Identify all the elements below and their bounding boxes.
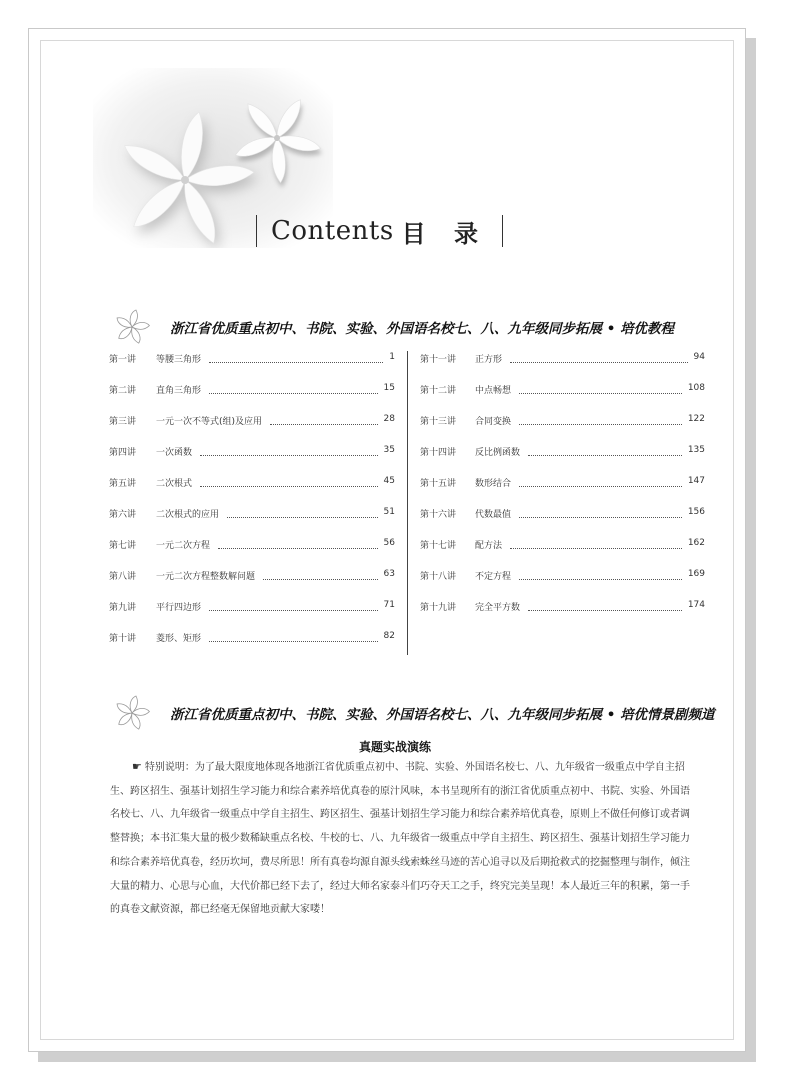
contents-title bbox=[256, 214, 503, 248]
toc-entry[interactable] bbox=[420, 352, 705, 366]
lecture-number: 第十讲 bbox=[109, 634, 137, 644]
toc-entry[interactable] bbox=[420, 600, 705, 614]
lecture-title: 完全平方数 bbox=[475, 603, 521, 613]
lecture-number: 第三讲 bbox=[109, 417, 137, 427]
toc-entry[interactable] bbox=[109, 445, 395, 459]
page-number: 94 bbox=[693, 352, 705, 362]
dot-leader bbox=[519, 509, 682, 518]
lecture-title: 不定方程 bbox=[475, 572, 512, 582]
dot-leader bbox=[519, 385, 682, 394]
lecture-title: 等腰三角形 bbox=[156, 355, 202, 365]
dot-leader bbox=[510, 540, 682, 549]
toc-entry[interactable] bbox=[420, 445, 705, 459]
lecture-number: 第十七讲 bbox=[420, 541, 457, 551]
lecture-number: 第二讲 bbox=[109, 386, 137, 396]
flower-icon bbox=[112, 309, 152, 345]
page-number: 51 bbox=[383, 507, 395, 517]
toc-entry[interactable] bbox=[109, 538, 395, 552]
section-title: 浙江省优质重点初中、书院、实验、外国语名校七、八、九年级同步拓展 • 培优情景剧频道 bbox=[170, 707, 715, 723]
lecture-number: 第十一讲 bbox=[420, 355, 457, 365]
toc-entry[interactable] bbox=[420, 569, 705, 583]
lecture-title: 中点畅想 bbox=[475, 386, 512, 396]
note-text: 特别说明：为了最大限度地体现各地浙江省优质重点初中、书院、实验、外国语名校七、八、九年级省一级重点中学自主招生、跨区招生、强基计划招生学习能力和综合素养培优真卷的原汁风味，本书呈现所有的浙江省优质重点初中、书院、实验、外国语名校七、八、九年级省一级重点中学自主招生、跨区招生、强基计划招生学习能力和综合素养培优真卷，原则上不做任何修订或者调整替换；本书汇集大量的极少数稀缺重点名校、牛校的七、八、九年级省一级重点中学自主招生、跨区招生、强基计划招生学习能力和综合素养培优真卷，经历坎坷，费尽所思！所有真卷均源自源头线索蛛丝马迹的苦心追寻以及后期抢救式的挖掘整理与制作，倾注大量的精力、心思与心血，大代价都已经下去了，经过大师名家泰斗们巧夺天工之手，终究完美呈现！本人最近三年的积累，第一手的真卷文献资源，都已经毫无保留地贡献大家喽！ bbox=[110, 762, 690, 916]
page-number: 63 bbox=[383, 569, 395, 579]
page-number: 174 bbox=[687, 600, 705, 610]
lecture-number: 第十九讲 bbox=[420, 603, 457, 613]
dot-leader bbox=[519, 478, 682, 487]
lecture-title: 反比例函数 bbox=[475, 448, 521, 458]
lecture-number: 第六讲 bbox=[109, 510, 137, 520]
dot-leader bbox=[209, 354, 383, 363]
pointing-hand-icon: ☛ bbox=[132, 760, 142, 773]
section-title: 浙江省优质重点初中、书院、实验、外国语名校七、八、九年级同步拓展 • 培优教程 bbox=[170, 321, 675, 337]
page-number: 56 bbox=[383, 538, 395, 548]
dot-leader bbox=[200, 447, 378, 456]
lecture-number: 第十八讲 bbox=[420, 572, 457, 582]
page-number: 135 bbox=[687, 445, 705, 455]
toc-entry[interactable] bbox=[420, 507, 705, 521]
lecture-title: 一次函数 bbox=[156, 448, 193, 458]
lecture-title: 一元二次方程整数解问题 bbox=[156, 572, 256, 582]
toc-entry[interactable] bbox=[109, 631, 395, 645]
page-number: 162 bbox=[687, 538, 705, 548]
lecture-number: 第八讲 bbox=[109, 572, 137, 582]
toc-entry[interactable] bbox=[420, 476, 705, 490]
page-number: 35 bbox=[383, 445, 395, 455]
toc-entry[interactable] bbox=[420, 538, 705, 552]
dot-leader bbox=[209, 633, 378, 642]
page-number: 108 bbox=[687, 383, 705, 393]
lecture-title: 二次根式 bbox=[156, 479, 193, 489]
toc-entry[interactable] bbox=[109, 414, 395, 428]
section-heading-1 bbox=[112, 309, 674, 345]
lecture-title: 平行四边形 bbox=[156, 603, 202, 613]
dot-leader bbox=[519, 571, 682, 580]
dot-leader bbox=[209, 602, 378, 611]
dot-leader bbox=[200, 478, 378, 487]
lecture-title: 合同变换 bbox=[475, 417, 512, 427]
toc-entry[interactable] bbox=[109, 507, 395, 521]
page-number: 15 bbox=[383, 383, 395, 393]
lecture-number: 第十六讲 bbox=[420, 510, 457, 520]
toc-entry[interactable] bbox=[109, 352, 395, 366]
lecture-title: 正方形 bbox=[475, 355, 503, 365]
dot-leader bbox=[227, 509, 378, 518]
lecture-number: 第十三讲 bbox=[420, 417, 457, 427]
column-divider bbox=[407, 351, 408, 655]
toc-entry[interactable] bbox=[109, 569, 395, 583]
dot-leader bbox=[209, 385, 378, 394]
dot-leader bbox=[528, 602, 682, 611]
title-divider bbox=[256, 215, 257, 247]
lecture-title: 数形结合 bbox=[475, 479, 512, 489]
lecture-title: 一元二次方程 bbox=[156, 541, 211, 551]
lecture-number: 第十四讲 bbox=[420, 448, 457, 458]
lecture-number: 第四讲 bbox=[109, 448, 137, 458]
lecture-title: 一元一次不等式(组)及应用 bbox=[156, 417, 263, 427]
lecture-title: 直角三角形 bbox=[156, 386, 202, 396]
lecture-number: 第九讲 bbox=[109, 603, 137, 613]
lecture-number: 第十五讲 bbox=[420, 479, 457, 489]
lecture-title: 配方法 bbox=[475, 541, 503, 551]
page-number: 28 bbox=[383, 414, 395, 424]
lecture-number: 第五讲 bbox=[109, 479, 137, 489]
toc-entry[interactable] bbox=[109, 383, 395, 397]
flower-icon bbox=[112, 695, 152, 731]
title-english: Contents bbox=[271, 216, 394, 246]
lecture-title: 二次根式的应用 bbox=[156, 510, 220, 520]
lecture-title: 代数最值 bbox=[475, 510, 512, 520]
title-chinese: 目 录 bbox=[401, 219, 489, 248]
dot-leader bbox=[528, 447, 682, 456]
page-number: 169 bbox=[687, 569, 705, 579]
dot-leader bbox=[263, 571, 378, 580]
toc-entry[interactable] bbox=[420, 414, 705, 428]
dot-leader bbox=[270, 416, 378, 425]
page-number: 147 bbox=[687, 476, 705, 486]
lecture-title: 菱形、矩形 bbox=[156, 634, 202, 644]
title-divider bbox=[502, 215, 503, 247]
page-number: 82 bbox=[383, 631, 395, 641]
section-subtitle: 真题实战演练 bbox=[358, 740, 431, 754]
lecture-number: 第七讲 bbox=[109, 541, 137, 551]
toc-entry[interactable] bbox=[109, 600, 395, 614]
lecture-number: 第十二讲 bbox=[420, 386, 457, 396]
toc-entry[interactable] bbox=[420, 383, 705, 397]
section-heading-2 bbox=[112, 695, 715, 731]
page-number: 122 bbox=[687, 414, 705, 424]
lecture-number: 第一讲 bbox=[109, 355, 137, 365]
dot-leader bbox=[218, 540, 378, 549]
special-note bbox=[110, 755, 696, 922]
page-number: 1 bbox=[389, 352, 395, 362]
toc-entry[interactable] bbox=[109, 476, 395, 490]
page-number: 71 bbox=[383, 600, 395, 610]
dot-leader bbox=[519, 416, 682, 425]
page-number: 156 bbox=[687, 507, 705, 517]
dot-leader bbox=[510, 354, 688, 363]
page-number: 45 bbox=[383, 476, 395, 486]
